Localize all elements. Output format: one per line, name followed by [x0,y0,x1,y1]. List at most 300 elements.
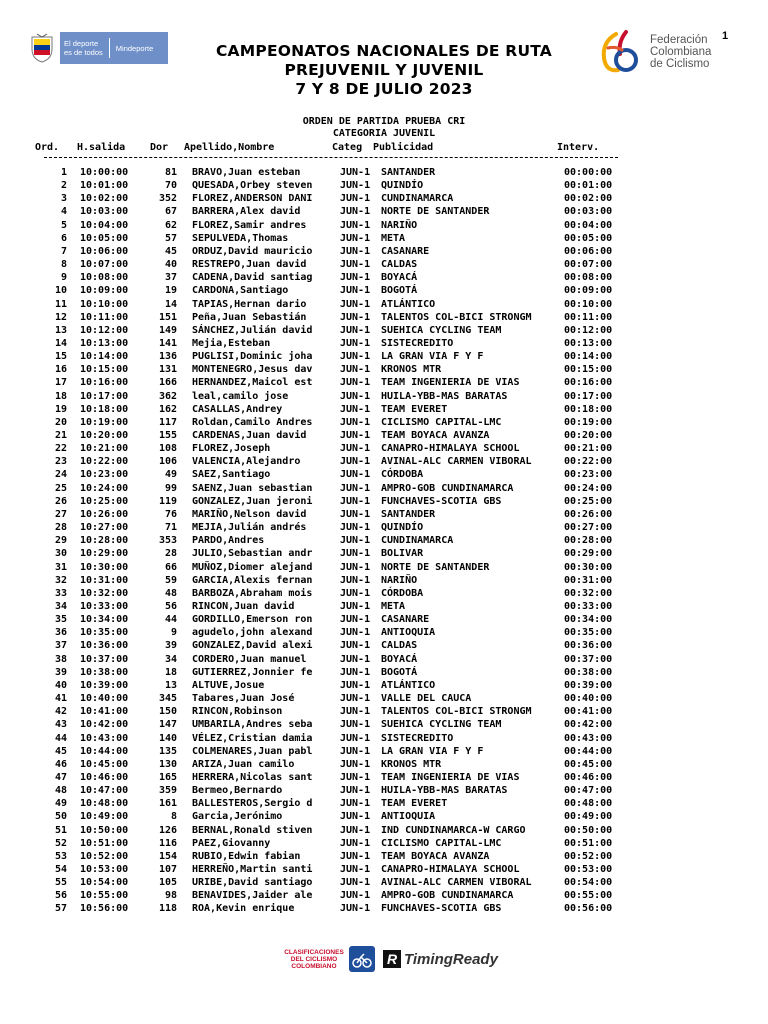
cell-dor: 45 [164,245,177,257]
cell-interv: 00:21:00 [564,443,613,455]
table-row [0,206,768,218]
cell-nombre: Garcia,Jerónimo [192,811,283,823]
cell-ord: 1 [60,167,67,178]
cell-interv: 00:27:00 [564,522,613,533]
cell-categ: JUN-1 [340,627,371,639]
cell-categ: JUN-1 [340,561,371,573]
table-row [0,903,768,915]
table-row [0,483,768,495]
cell-interv: 00:29:00 [564,548,613,560]
cell-nombre: MONTENEGRO,Jesus dav [192,364,313,376]
cell-nombre: VALENCIA,Alejandro [192,456,301,468]
cell-categ: JUN-1 [340,771,371,783]
cell-interv: 00:52:00 [564,850,613,862]
table-row [0,535,768,547]
cell-salida: 10:20:00 [80,430,129,441]
cell-categ: JUN-1 [340,548,371,560]
cell-categ: JUN-1 [340,285,371,297]
cell-categ: JUN-1 [340,587,371,599]
cell-categ: JUN-1 [340,535,371,547]
cell-interv: 00:56:00 [564,903,613,915]
table-row [0,706,768,718]
cell-categ: JUN-1 [340,890,371,902]
cell-salida: 10:01:00 [80,180,129,192]
cell-salida: 10:55:00 [80,890,129,902]
cell-nombre: ARIZA,Juan camilo [192,758,295,770]
table-row [0,877,768,889]
cell-salida: 10:09:00 [80,285,129,297]
cell-salida: 10:32:00 [80,587,129,599]
table-row [0,299,768,311]
table-row [0,364,768,376]
table-row [0,575,768,587]
cell-publicidad: BOYACÁ [381,653,418,665]
table-row [0,259,768,271]
cell-salida: 10:33:00 [80,601,129,612]
cell-interv: 00:23:00 [564,469,613,481]
cell-publicidad: NARIÑO [381,219,418,231]
cell-salida: 10:04:00 [80,219,129,231]
cell-dor: 56 [164,601,177,612]
cell-nombre: PARDO,Andres [192,535,265,547]
cell-interv: 00:34:00 [564,614,613,626]
col-salida: H.salida [77,142,126,153]
cell-interv: 00:54:00 [564,877,613,889]
cell-salida: 10:16:00 [80,377,129,389]
cell-categ: JUN-1 [340,614,371,626]
cell-salida: 10:48:00 [80,798,129,810]
table-row [0,785,768,797]
cell-nombre: RUBIO,Edwin fabian [192,850,301,862]
cell-ord: 26 [54,495,67,507]
cell-categ: JUN-1 [340,850,371,862]
cell-nombre: Tabares,Juan José [192,693,295,704]
table-row [0,640,768,652]
cell-interv: 00:41:00 [564,706,613,718]
cell-categ: JUN-1 [340,785,371,797]
cell-publicidad: ATLÁNTICO [381,298,436,310]
cell-ord: 43 [54,719,67,731]
cell-publicidad: TEAM EVERET [381,798,448,810]
cell-ord: 7 [60,245,67,257]
cell-dor: 130 [158,758,177,770]
cell-publicidad: NORTE DE SANTANDER [381,561,490,573]
cell-publicidad: CALDAS [381,259,418,271]
cell-dor: 8 [170,811,177,823]
cell-publicidad: LA GRAN VIA F Y F [381,351,484,363]
cell-categ: JUN-1 [340,903,371,915]
table-row [0,443,768,455]
cell-dor: 59 [164,574,177,586]
cell-nombre: HERRERA,Nicolas sant [192,771,313,783]
table-row [0,456,768,468]
cell-publicidad: SISTECREDITO [381,732,454,744]
cell-nombre: FLOREZ,Joseph [192,443,271,455]
cell-interv: 00:01:00 [564,180,613,192]
cell-ord: 28 [54,522,67,533]
cell-publicidad: BOGOTÁ [381,666,418,678]
cell-publicidad: NORTE DE SANTANDER [381,206,490,218]
cell-interv: 00:20:00 [564,430,613,441]
cell-categ: JUN-1 [340,377,371,389]
cell-nombre: HERREÑO,Martin santi [192,864,313,875]
cell-nombre: ALTUVE,Josue [192,679,265,691]
cell-interv: 00:11:00 [564,311,613,323]
cell-ord: 17 [54,377,67,389]
cell-publicidad: HUILA-YBB-MAS BARATAS [381,785,508,797]
cell-salida: 10:02:00 [80,193,129,205]
cell-publicidad: TEAM BOYACA AVANZA [381,850,490,862]
cell-salida: 10:12:00 [80,324,129,336]
cell-salida: 10:00:00 [80,167,129,178]
cell-interv: 00:02:00 [564,193,613,205]
cell-salida: 10:26:00 [80,508,129,520]
cell-categ: JUN-1 [340,679,371,691]
cell-ord: 36 [54,627,67,639]
cell-dor: 67 [164,206,177,218]
cell-publicidad: QUINDÍO [381,180,424,192]
cell-publicidad: TEAM EVERET [381,403,448,415]
table-row [0,838,768,850]
title-line-2: PREJUVENIL Y JUVENIL [284,61,484,79]
cell-categ: JUN-1 [340,180,371,192]
table-row [0,680,768,692]
cell-ord: 56 [54,890,67,902]
cell-ord: 38 [54,653,67,665]
cell-ord: 33 [54,587,67,599]
cell-categ: JUN-1 [340,206,371,218]
cell-nombre: ROA,Kevin enrique [192,903,295,915]
cell-categ: JUN-1 [340,601,371,612]
cell-nombre: MEJIA,Julián andrés [192,522,307,533]
cell-interv: 00:40:00 [564,693,613,704]
cell-interv: 00:13:00 [564,338,613,349]
table-row [0,469,768,481]
cell-salida: 10:46:00 [80,771,129,783]
cell-publicidad: BOLIVAR [381,548,424,560]
cell-dor: 135 [158,745,177,757]
table-row [0,246,768,258]
cell-nombre: MARIÑO,Nelson david [192,508,307,520]
cell-nombre: SAENZ,Juan sebastian [192,482,313,494]
cell-ord: 49 [54,798,67,810]
cell-categ: JUN-1 [340,732,371,744]
cell-categ: JUN-1 [340,640,371,652]
cell-salida: 10:49:00 [80,811,129,823]
cell-categ: JUN-1 [340,758,371,770]
table-row [0,417,768,429]
cell-nombre: URIBE,David santiago [192,877,313,889]
cell-nombre: VÉLEZ,Cristian damia [192,732,313,744]
table-row [0,404,768,416]
table-row [0,627,768,639]
cell-ord: 2 [60,180,67,192]
cell-categ: JUN-1 [340,508,371,520]
table-row [0,285,768,297]
page-number: 1 [722,30,729,42]
fcc-emblem-icon [596,28,644,76]
cell-interv: 00:04:00 [564,219,613,231]
cell-interv: 00:44:00 [564,745,613,757]
cell-categ: JUN-1 [340,456,371,468]
cc-line3: COLOMBIANO [291,962,337,970]
cell-dor: 9 [170,627,177,639]
cell-dor: 70 [164,180,177,192]
cell-interv: 00:42:00 [564,719,613,731]
cell-dor: 28 [164,548,177,560]
category: CATEGORIA JUVENIL [332,128,436,139]
cell-categ: JUN-1 [340,522,371,533]
cell-ord: 4 [60,206,67,218]
cell-categ: JUN-1 [340,193,371,205]
table-row [0,772,768,784]
cell-ord: 41 [54,693,67,704]
cell-ord: 42 [54,706,67,718]
cell-interv: 00:14:00 [564,351,613,363]
col-ord: Ord. [35,142,60,153]
cell-salida: 10:43:00 [80,732,129,744]
cell-dor: 359 [158,785,177,797]
cell-publicidad: TEAM BOYACA AVANZA [381,430,490,441]
cell-ord: 39 [54,666,67,678]
cell-publicidad: SUEHICA CYCLING TEAM [381,719,502,731]
table-row [0,798,768,810]
cell-categ: JUN-1 [340,311,371,323]
cell-nombre: TAPIAS,Hernan dario [192,298,307,310]
cell-categ: JUN-1 [340,837,371,849]
cell-dor: 116 [158,837,177,849]
cell-publicidad: AVINAL-ALC CARMEN VIBORAL [381,456,532,468]
cc-line1: CLASIFICACIONES [284,948,344,956]
cell-categ: JUN-1 [340,298,371,310]
table-row [0,522,768,534]
cell-dor: 352 [158,193,177,205]
mindeporte-brand: Mindeporte [115,43,154,53]
cell-ord: 18 [54,390,67,402]
cell-publicidad: CANAPRO-HIMALAYA SCHOOL [381,864,520,875]
cell-nombre: agudelo,john alexand [192,627,313,639]
title-line-3: 7 Y 8 DE JULIO 2023 [295,80,473,98]
cell-dor: 40 [164,259,177,271]
cell-dor: 108 [158,443,177,455]
cell-salida: 10:15:00 [80,364,129,376]
cell-interv: 00:45:00 [564,758,613,770]
cell-salida: 10:11:00 [80,311,129,323]
cell-categ: JUN-1 [340,798,371,810]
cell-ord: 20 [54,416,67,428]
cell-dor: 154 [158,850,177,862]
cell-interv: 00:06:00 [564,245,613,257]
cell-interv: 00:25:00 [564,495,613,507]
cell-salida: 10:35:00 [80,627,129,639]
cell-salida: 10:29:00 [80,548,129,560]
cell-interv: 00:19:00 [564,416,613,428]
cell-categ: JUN-1 [340,430,371,441]
cell-interv: 00:10:00 [564,298,613,310]
cell-categ: JUN-1 [340,338,371,349]
cell-salida: 10:47:00 [80,785,129,797]
cell-salida: 10:06:00 [80,245,129,257]
cell-publicidad: NARIÑO [381,574,418,586]
col-interv: Interv. [557,142,600,153]
cell-ord: 25 [54,482,67,494]
cell-salida: 10:40:00 [80,693,129,704]
table-row [0,562,768,574]
cell-dor: 119 [158,495,177,507]
cell-nombre: BENAVIDES,Jaider ale [192,890,313,902]
cell-nombre: COLMENARES,Juan pabl [192,745,313,757]
cell-salida: 10:14:00 [80,351,129,363]
cell-ord: 23 [54,456,67,468]
cell-ord: 14 [54,338,67,349]
cell-publicidad: TEAM INGENIERIA DE VIAS [381,771,520,783]
cell-publicidad: QUINDÍO [381,522,424,533]
cell-publicidad: SANTANDER [381,167,436,178]
cell-salida: 10:52:00 [80,850,129,862]
cell-publicidad: LA GRAN VIA F Y F [381,745,484,757]
table-row [0,614,768,626]
cell-dor: 98 [164,890,177,902]
cell-publicidad: AVINAL-ALC CARMEN VIBORAL [381,877,532,889]
cyclist-icon [349,946,375,972]
cell-ord: 54 [54,864,67,875]
cell-salida: 10:41:00 [80,706,129,718]
cell-categ: JUN-1 [340,824,371,836]
cell-publicidad: CASANARE [381,614,430,626]
cell-dor: 362 [158,390,177,402]
table-row [0,220,768,232]
cell-publicidad: ANTIOQUIA [381,811,436,823]
cell-salida: 10:07:00 [80,259,129,271]
cell-interv: 00:35:00 [564,627,613,639]
col-categ: Categ [332,142,363,153]
cell-publicidad: FUNCHAVES-SCOTIA GBS [381,495,502,507]
cell-nombre: Bermeo,Bernardo [192,785,283,797]
cell-ord: 31 [54,561,67,573]
cell-ord: 48 [54,785,67,797]
table-row [0,496,768,508]
cell-dor: 48 [164,587,177,599]
cell-categ: JUN-1 [340,364,371,376]
cell-interv: 00:09:00 [564,285,613,297]
cell-ord: 6 [60,232,67,244]
cell-publicidad: TEAM INGENIERIA DE VIAS [381,377,520,389]
cell-interv: 00:55:00 [564,890,613,902]
cell-categ: JUN-1 [340,443,371,455]
cell-dor: 161 [158,798,177,810]
cell-nombre: SAEZ,Santiago [192,469,271,481]
table-row [0,601,768,613]
cell-categ: JUN-1 [340,232,371,244]
cell-dor: 62 [164,219,177,231]
cell-publicidad: META [381,232,406,244]
cell-interv: 00:22:00 [564,456,613,468]
cell-salida: 10:27:00 [80,522,129,533]
cell-nombre: PAEZ,Giovanny [192,837,271,849]
cell-ord: 9 [60,272,67,284]
cell-salida: 10:28:00 [80,535,129,547]
cell-ord: 10 [54,285,67,297]
cell-nombre: QUESADA,Orbey steven [192,180,313,192]
cell-nombre: HERNANDEZ,Maicol est [192,377,313,389]
cell-categ: JUN-1 [340,469,371,481]
cell-interv: 00:38:00 [564,666,613,678]
fcc-logo [596,28,711,76]
fcc-line1: Federación [650,34,708,46]
cell-interv: 00:51:00 [564,837,613,849]
cell-dor: 34 [164,653,177,665]
cell-ord: 47 [54,771,67,783]
subtitle: ORDEN DE PARTIDA PRUEBA CRI [302,116,466,127]
cell-nombre: BARBOZA,Abraham mois [192,587,313,599]
cell-dor: 131 [158,364,177,376]
cell-interv: 00:37:00 [564,653,613,665]
cell-dor: 99 [164,482,177,494]
cell-categ: JUN-1 [340,864,371,875]
cell-nombre: GUTIERREZ,Jonnier fe [192,666,313,678]
cell-interv: 00:03:00 [564,206,613,218]
table-row [0,588,768,600]
cell-nombre: RINCON,Robinson [192,706,283,718]
table-row [0,338,768,350]
cell-salida: 10:19:00 [80,416,129,428]
cell-ord: 29 [54,535,67,547]
cell-interv: 00:48:00 [564,798,613,810]
cell-categ: JUN-1 [340,693,371,704]
table-row [0,733,768,745]
column-headers [0,142,768,154]
cell-publicidad: KRONOS MTR [381,758,442,770]
cell-publicidad: CANAPRO-HIMALAYA SCHOOL [381,443,520,455]
cell-categ: JUN-1 [340,324,371,336]
table-row [0,851,768,863]
cell-nombre: RESTREPO,Juan david [192,259,307,271]
cell-dor: 147 [158,719,177,731]
cell-ord: 53 [54,850,67,862]
cell-dor: 37 [164,272,177,284]
cell-publicidad: FUNCHAVES-SCOTIA GBS [381,903,502,915]
table-row [0,391,768,403]
cell-ord: 55 [54,877,67,889]
cell-interv: 00:26:00 [564,508,613,520]
cell-publicidad: CICLISMO CAPITAL-LMC [381,837,502,849]
col-publicidad: Publicidad [373,142,434,153]
cell-ord: 24 [54,469,67,481]
cell-ord: 11 [54,298,67,310]
cell-ord: 15 [54,351,67,363]
cell-publicidad: CALDAS [381,640,418,652]
cell-nombre: leal,camilo jose [192,390,289,402]
timingready-text: TimingReady [404,950,498,968]
cell-salida: 10:53:00 [80,864,129,875]
cell-publicidad: CASANARE [381,245,430,257]
cell-dor: 118 [158,903,177,915]
cell-dor: 39 [164,640,177,652]
cell-dor: 19 [164,285,177,297]
cell-nombre: CASALLAS,Andrey [192,403,283,415]
cell-ord: 30 [54,548,67,560]
cell-interv: 00:46:00 [564,771,613,783]
cell-ord: 52 [54,837,67,849]
cell-nombre: BERNAL,Ronald stiven [192,824,313,836]
cell-interv: 00:15:00 [564,364,613,376]
table-row [0,233,768,245]
cell-publicidad: ATLÁNTICO [381,679,436,691]
cell-publicidad: CÓRDOBA [381,587,424,599]
cell-dor: 117 [158,416,177,428]
cell-publicidad: SUEHICA CYCLING TEAM [381,324,502,336]
cell-publicidad: IND CUNDINAMARCA-W CARGO [381,824,526,836]
